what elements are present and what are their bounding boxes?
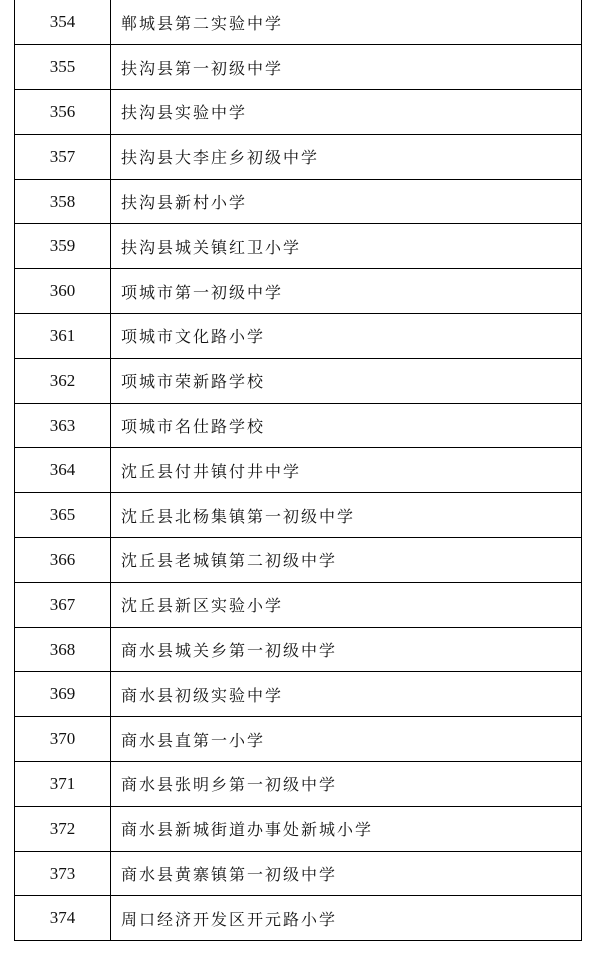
table-row bbox=[15, 493, 582, 538]
table-row bbox=[15, 179, 582, 224]
table-row bbox=[15, 90, 582, 135]
row-number: 368 bbox=[15, 627, 111, 672]
school-name: 商水县城关乡第一初级中学 bbox=[111, 627, 582, 672]
table-row bbox=[15, 134, 582, 179]
school-name: 沈丘县北杨集镇第一初级中学 bbox=[111, 493, 582, 538]
row-number: 361 bbox=[15, 314, 111, 359]
table-row bbox=[15, 224, 582, 269]
school-name: 项城市名仕路学校 bbox=[111, 403, 582, 448]
table-row bbox=[15, 896, 582, 941]
school-name: 周口经济开发区开元路小学 bbox=[111, 896, 582, 941]
row-number: 365 bbox=[15, 493, 111, 538]
row-number: 357 bbox=[15, 134, 111, 179]
table-row bbox=[15, 403, 582, 448]
table-row bbox=[15, 358, 582, 403]
table-row bbox=[15, 45, 582, 90]
table-row bbox=[15, 448, 582, 493]
table-row bbox=[15, 0, 582, 45]
school-name: 沈丘县老城镇第二初级中学 bbox=[111, 538, 582, 583]
table-row bbox=[15, 717, 582, 762]
table-row bbox=[15, 314, 582, 359]
table-row bbox=[15, 806, 582, 851]
school-name: 项城市文化路小学 bbox=[111, 314, 582, 359]
row-number: 370 bbox=[15, 717, 111, 762]
table-row bbox=[15, 269, 582, 314]
row-number: 372 bbox=[15, 806, 111, 851]
row-number: 373 bbox=[15, 851, 111, 896]
school-name: 商水县黄寨镇第一初级中学 bbox=[111, 851, 582, 896]
row-number: 354 bbox=[15, 0, 111, 45]
table-row bbox=[15, 582, 582, 627]
row-number: 355 bbox=[15, 45, 111, 90]
school-name: 商水县初级实验中学 bbox=[111, 672, 582, 717]
row-number: 364 bbox=[15, 448, 111, 493]
table-row bbox=[15, 851, 582, 896]
school-name: 扶沟县城关镇红卫小学 bbox=[111, 224, 582, 269]
table-row bbox=[15, 762, 582, 807]
school-name: 扶沟县实验中学 bbox=[111, 90, 582, 135]
row-number: 369 bbox=[15, 672, 111, 717]
school-name: 扶沟县第一初级中学 bbox=[111, 45, 582, 90]
school-name: 项城市荣新路学校 bbox=[111, 358, 582, 403]
row-number: 362 bbox=[15, 358, 111, 403]
row-number: 358 bbox=[15, 179, 111, 224]
row-number: 374 bbox=[15, 896, 111, 941]
school-name: 郸城县第二实验中学 bbox=[111, 0, 582, 45]
table-row bbox=[15, 627, 582, 672]
school-name: 扶沟县大李庄乡初级中学 bbox=[111, 134, 582, 179]
school-name: 商水县直第一小学 bbox=[111, 717, 582, 762]
table-row bbox=[15, 538, 582, 583]
table-row bbox=[15, 672, 582, 717]
school-name: 商水县张明乡第一初级中学 bbox=[111, 762, 582, 807]
row-number: 360 bbox=[15, 269, 111, 314]
school-name: 商水县新城街道办事处新城小学 bbox=[111, 806, 582, 851]
row-number: 359 bbox=[15, 224, 111, 269]
row-number: 356 bbox=[15, 90, 111, 135]
school-name: 沈丘县付井镇付井中学 bbox=[111, 448, 582, 493]
row-number: 367 bbox=[15, 582, 111, 627]
school-name: 扶沟县新村小学 bbox=[111, 179, 582, 224]
row-number: 371 bbox=[15, 762, 111, 807]
row-number: 366 bbox=[15, 538, 111, 583]
school-name: 沈丘县新区实验小学 bbox=[111, 582, 582, 627]
row-number: 363 bbox=[15, 403, 111, 448]
school-name: 项城市第一初级中学 bbox=[111, 269, 582, 314]
school-list-table bbox=[14, 0, 582, 941]
